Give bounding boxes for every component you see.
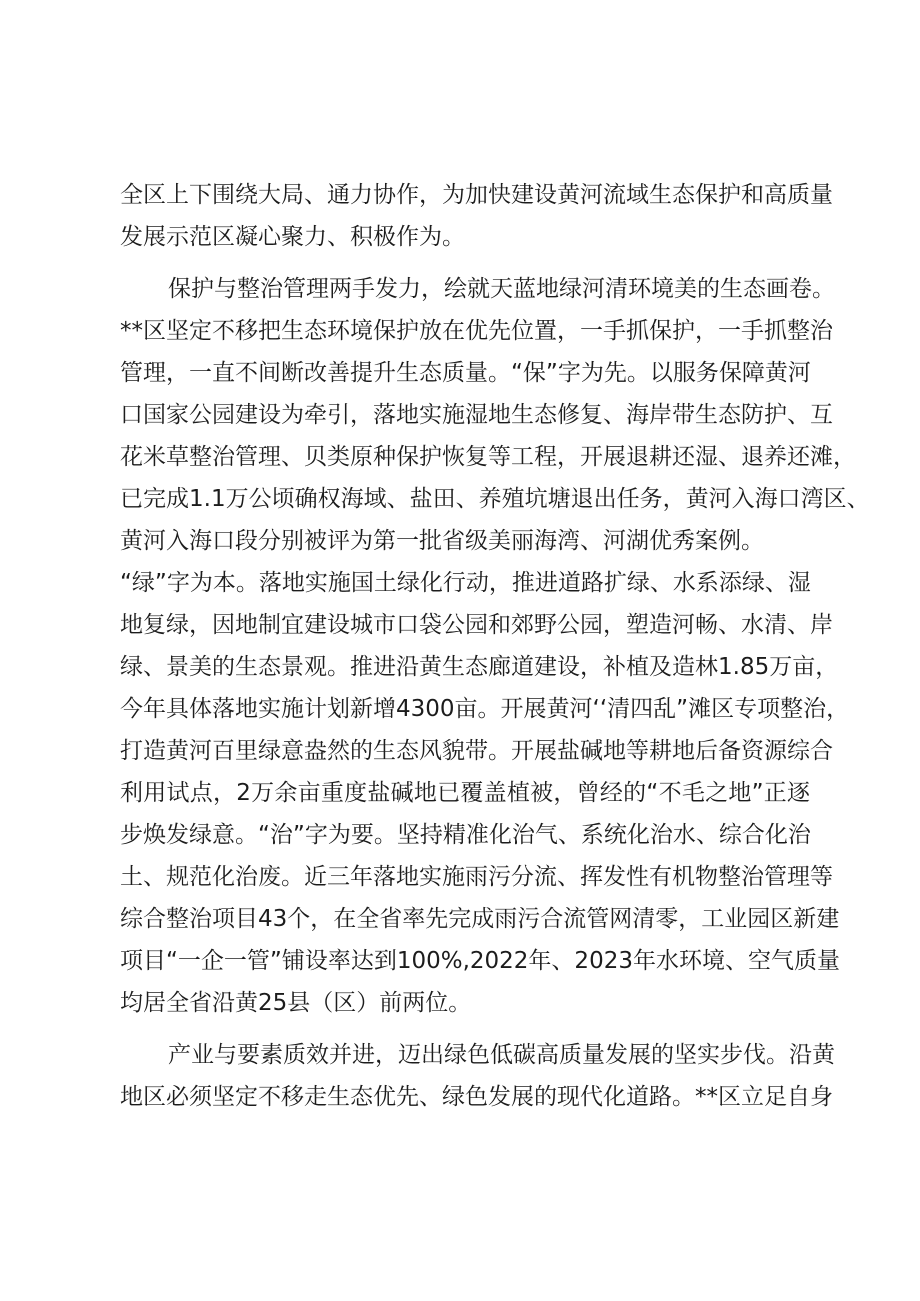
text-line: 口国家公园建设为牵引，落地实施湿地生态修复、海岸带生态防护、互 — [120, 402, 833, 428]
text-line: **区坚定不移把生态环境保护放在优先位置，一手抓保护，一手抓整治 — [120, 318, 833, 344]
text-line: 管理，一直不间断改善提升生态质量。“保”字为先。以服务保障黄河 — [120, 360, 811, 386]
text-line: 黄河入海口段分别被评为第一批省级美丽海湾、河湖优秀案例。 — [120, 528, 764, 554]
text-line: “绿”字为本。落地实施国土绿化行动，推进道路扩绿、水系添绿、湿 — [120, 570, 811, 596]
paragraph-first-line: 产业与要素质效并进，迈出绿色低碳高质量发展的坚实步伐。沿黄 — [168, 1042, 835, 1068]
text-line: 地复绿，因地制宜建设城市口袋公园和郊野公园，塑造河畅、水清、岸 — [120, 612, 833, 638]
text-line: 步焕发绿意。“治”字为要。坚持精准化治气、系统化治水、综合化治 — [120, 822, 811, 848]
text-line: 绿、景美的生态景观。推进沿黄生态廊道建设，补植及造林1.85万亩， — [120, 654, 839, 680]
paragraph-first-line: 保护与整治管理两手发力，绘就天蓝地绿河清环境美的生态画卷。 — [168, 276, 835, 302]
text-line: 打造黄河百里绿意盎然的生态风貌带。开展盐碱地等耕地后备资源综合 — [120, 738, 833, 764]
text-line: 地区必须坚定不移走生态优先、绿色发展的现代化道路。**区立足自身 — [120, 1084, 833, 1110]
text-line: 土、规范化治废。近三年落地实施雨污分流、挥发性有机物整治管理等 — [120, 864, 833, 890]
text-line: 综合整治项目43个，在全省率先完成雨污合流管网清零，工业园区新建 — [120, 906, 840, 932]
text-line: 今年具体落地实施计划新增4300亩。开展黄河‘‘清四乱”滩区专项整治， — [120, 696, 850, 722]
text-line: 发展示范区凝心聚力、积极作为。 — [120, 224, 465, 250]
text-line: 项目“一企一管”铺设率达到100%,2022年、2023年水环境、空气质量 — [120, 948, 840, 974]
text-line: 全区上下围绕大局、通力协作，为加快建设黄河流域生态保护和高质量 — [120, 182, 833, 208]
text-line: 已完成1.1万公顷确权海域、盐田、养殖坑塘退出任务，黄河入海口湾区、 — [120, 486, 870, 512]
text-line: 花米草整治管理、贝类原种保护恢复等工程，开展退耕还湿、退养还滩， — [120, 444, 856, 470]
text-line: 利用试点，2万余亩重度盐碱地已覆盖植被，曾经的“不毛之地”正逐 — [120, 780, 810, 806]
text-line: 均居全省沿黄25县（区）前两位。 — [120, 990, 472, 1016]
